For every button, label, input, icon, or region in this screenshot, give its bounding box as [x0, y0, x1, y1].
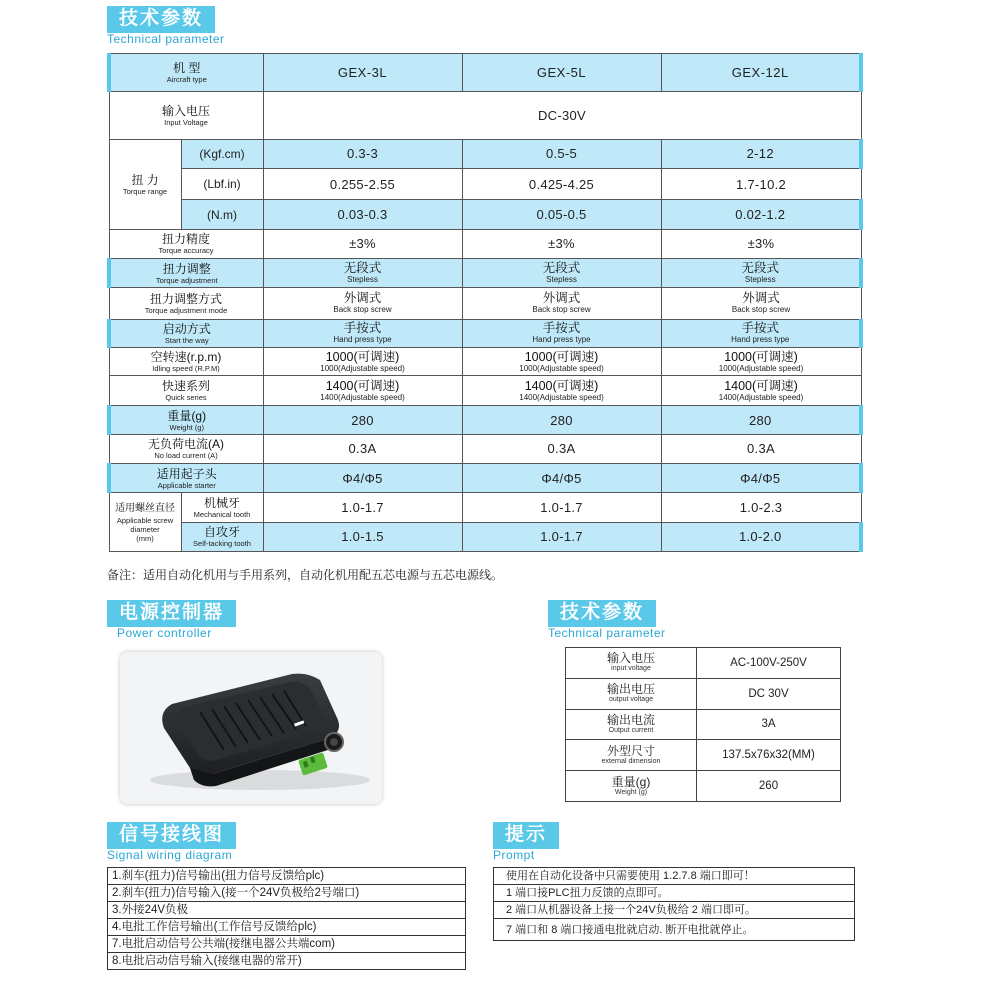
torque-kgf-gex3l: 0.3-3 [263, 139, 462, 168]
output-current-label [566, 709, 697, 740]
mech-tooth-gex5l: 1.0-1.7 [462, 493, 661, 522]
model-header-gex3l: GEX-3L [263, 54, 462, 92]
quick-series-value-en: 1400(Adjustable speed) [718, 392, 804, 402]
adjust-mode-label [109, 288, 263, 319]
torque-accuracy-gex12l: ±3% [661, 229, 861, 258]
dimension-value: 137.5x76x32(MM) [697, 740, 841, 771]
weight-value: 260 [697, 771, 841, 802]
idling-value-en: 1000(Adjustable speed) [718, 363, 804, 373]
start-way-value-cn: 手按式 [542, 321, 581, 336]
input-voltage-cn: 输入电压 [162, 104, 211, 119]
prompt-list [493, 867, 855, 941]
tech2-label-en: Weight (g) [614, 788, 648, 796]
quick-series-value-cn: 1400(可调速) [724, 378, 798, 393]
torque-accuracy-cn: 扭力精度 [162, 232, 211, 247]
tech2-label-en: Output current [608, 726, 654, 734]
torque-adjustment-value-en: Stepless [744, 275, 776, 285]
screw-diameter-label [109, 493, 181, 552]
power-title-en: Power controller [117, 626, 212, 640]
prompt-title-en: Prompt [493, 848, 535, 862]
start-way-value-en: Hand press type [333, 335, 392, 345]
weight-gex12l: 280 [661, 406, 861, 434]
table-row [109, 139, 861, 168]
power-controller-photo [120, 652, 382, 804]
quick-series-value-cn: 1400(可调速) [524, 378, 599, 393]
wiring-item-3: 3.外接24V负极 [108, 902, 466, 919]
weight-en: Weight (g) [169, 422, 204, 432]
table-row [109, 200, 861, 229]
spec-table [107, 53, 863, 552]
quick-series-value-en: 1400(Adjustable speed) [519, 392, 604, 402]
wiring-item-8: 8.电批启动信号输入(接继电器的常开) [108, 953, 466, 970]
tech2-label-cn: 外型尺寸 [606, 743, 655, 758]
input-voltage-value: DC-30V [263, 92, 861, 139]
adjust-mode-value-cn: 外调式 [742, 291, 780, 306]
tech2-title-cn: 技术参数 [548, 600, 656, 627]
table-row [109, 259, 861, 288]
wiring-item-4: 4.电批工作信号输出(工作信号反馈给plc) [108, 919, 466, 936]
mech-tooth-en: Mechanical tooth [193, 509, 251, 519]
torque-adjustment-cn: 扭力调整 [162, 261, 211, 276]
tech2-label-cn: 输入电压 [606, 651, 655, 666]
list-item [108, 919, 466, 936]
torque-adjustment-value-en: Stepless [546, 275, 577, 285]
mech-tooth-cn: 机械牙 [204, 495, 241, 510]
power-section-title [107, 600, 236, 640]
model-label-cell [109, 54, 263, 92]
torque-nm-gex12l: 0.02-1.2 [661, 200, 861, 229]
self-tooth-gex3l: 1.0-1.5 [263, 522, 462, 551]
idling-value-en: 1000(Adjustable speed) [320, 363, 405, 373]
starter-gex5l: Φ4/Φ5 [462, 464, 661, 493]
table-row [566, 709, 841, 740]
tech2-label-cn: 输出电流 [606, 712, 655, 727]
power-spec-table [565, 647, 841, 802]
screw-diameter-en3: (mm) [136, 533, 154, 543]
wiring-item-1: 1.刹车(扭力)信号输出(扭力信号反馈给plc) [108, 868, 466, 885]
starter-cn: 适用起子头 [156, 466, 217, 481]
idling-gex12l [661, 347, 861, 375]
quick-series-value-cn: 1400(可调速) [325, 378, 400, 393]
start-way-value-cn: 手按式 [343, 321, 382, 336]
list-item [494, 868, 855, 885]
wiring-section-title [107, 822, 236, 862]
table-row [109, 376, 861, 406]
wiring-item-7: 7.电批启动信号公共端(接继电器公共端com) [108, 936, 466, 953]
table-row [109, 319, 861, 347]
torque-adjustment-gex3l [263, 259, 462, 288]
list-item [494, 885, 855, 902]
power-title-cn: 电源控制器 [107, 600, 236, 627]
output-voltage-value: DC 30V [697, 678, 841, 709]
starter-gex3l: Φ4/Φ5 [263, 464, 462, 493]
tech2-label-en: external dimension [601, 757, 661, 765]
prompt-section-title [493, 822, 559, 862]
torque-unit-kgf: (Kgf.cm) [181, 139, 263, 168]
screw-diameter-en2: diameter [130, 524, 160, 534]
adjust-mode-value-cn: 外调式 [542, 291, 581, 306]
mech-tooth-gex12l: 1.0-2.3 [661, 493, 861, 522]
start-way-en: Start the way [164, 335, 209, 345]
self-tooth-en: Self-tacking tooth [193, 539, 251, 549]
output-current-value: 3A [697, 709, 841, 740]
power-controller-image [120, 652, 382, 804]
torque-adjustment-gex5l [462, 259, 661, 288]
input-voltage-label [109, 92, 263, 139]
adjust-mode-en: Torque adjustment mode [144, 305, 228, 315]
list-item [108, 902, 466, 919]
list-item [108, 868, 466, 885]
prompt-item-4: 7 端口和 8 端口接通电批就启动. 断开电批就停止。 [494, 919, 855, 941]
starter-en: Applicable starter [157, 480, 216, 490]
no-load-gex5l: 0.3A [462, 434, 661, 463]
adjust-mode-gex5l [462, 288, 661, 319]
table-row [109, 434, 861, 463]
adjust-mode-value-cn: 外调式 [343, 291, 382, 306]
self-tooth-cn: 自攻牙 [204, 525, 241, 540]
adjust-mode-value-en: Back stop screw [532, 305, 591, 315]
list-item [108, 885, 466, 902]
table-row [109, 92, 861, 139]
tech2-label-en: input voltage [611, 665, 651, 673]
model-header-gex12l: GEX-12L [661, 54, 861, 92]
adjust-mode-cn: 扭力调整方式 [150, 291, 223, 306]
model-header-gex5l: GEX-5L [462, 54, 661, 92]
input-voltage-value: AC-100V-250V [697, 648, 841, 679]
wiring-item-2: 2.刹车(扭力)信号输入(接一个24V负极给2号端口) [108, 885, 466, 902]
list-item [108, 953, 466, 970]
idling-value-en: 1000(Adjustable speed) [519, 363, 604, 373]
tech2-section-title [548, 600, 666, 640]
table-row [566, 740, 841, 771]
start-way-value-cn: 手按式 [741, 321, 780, 336]
adjust-mode-value-en: Back stop screw [731, 305, 791, 315]
weight-cn: 重量(g) [167, 408, 207, 423]
list-item [494, 902, 855, 919]
adjust-mode-gex3l [263, 288, 462, 319]
screw-diameter-en1: Applicable screw [116, 515, 174, 525]
start-way-gex12l [661, 319, 861, 347]
torque-adjustment-label [109, 259, 263, 288]
mech-tooth-gex3l: 1.0-1.7 [263, 493, 462, 522]
table-row [566, 678, 841, 709]
start-way-cn: 启动方式 [162, 321, 211, 336]
weight-label [566, 771, 697, 802]
table-row [109, 229, 861, 258]
screw-diameter-cn: 适用螺丝直径 [115, 502, 175, 514]
idling-value-cn: 1000(可调速) [325, 349, 400, 364]
quick-series-label [109, 376, 263, 406]
torque-nm-gex5l: 0.05-0.5 [462, 200, 661, 229]
spec-note: 备注：适用自动化机用与手用系列，自动化机用配五芯电源与五芯电源线。 [107, 568, 504, 582]
idling-value-cn: 1000(可调速) [524, 349, 599, 364]
table-row [109, 464, 861, 493]
quick-series-gex5l [462, 376, 661, 406]
torque-adjustment-gex12l [661, 259, 861, 288]
table-row [109, 288, 861, 319]
output-voltage-label [566, 678, 697, 709]
quick-series-en: Quick series [165, 393, 207, 403]
table-row [109, 406, 861, 434]
self-tooth-gex12l: 1.0-2.0 [661, 522, 861, 551]
table-row [109, 347, 861, 375]
spec-title-en: Technical parameter [107, 32, 225, 46]
model-label-cn: 机 型 [173, 61, 201, 76]
idling-gex5l [462, 347, 661, 375]
idling-label [109, 347, 263, 375]
adjust-mode-value-en: Back stop screw [333, 305, 392, 315]
torque-kgf-gex5l: 0.5-5 [462, 139, 661, 168]
list-item [108, 936, 466, 953]
start-way-gex3l [263, 319, 462, 347]
adjust-mode-gex12l [661, 288, 861, 319]
tech2-label-en: output voltage [609, 696, 653, 704]
prompt-item-1: 使用在自动化设备中只需要使用 1.2.7.8 端口即可！ [494, 868, 855, 885]
tech2-title-en: Technical parameter [548, 626, 666, 640]
torque-label [109, 139, 181, 229]
prompt-item-3: 2 端口从机器设备上接一个24V负极给 2 端口即可。 [494, 902, 855, 919]
torque-unit-nm: (N.m) [181, 200, 263, 229]
torque-adjustment-value-cn: 无段式 [542, 261, 581, 276]
quick-series-gex12l [661, 376, 861, 406]
self-tooth-label [181, 522, 263, 551]
start-way-value-en: Hand press type [532, 335, 591, 345]
start-way-gex5l [462, 319, 661, 347]
idling-value-cn: 1000(可调速) [724, 349, 798, 364]
wiring-list [107, 867, 466, 970]
tech2-label-cn: 重量(g) [611, 774, 651, 789]
no-load-label [109, 434, 263, 463]
table-row [109, 522, 861, 551]
torque-adjustment-value-en: Stepless [347, 275, 378, 285]
torque-accuracy-label [109, 229, 263, 258]
torque-nm-gex3l: 0.03-0.3 [263, 200, 462, 229]
idling-gex3l [263, 347, 462, 375]
no-load-cn: 无负荷电流(A) [148, 437, 224, 452]
torque-lbf-gex3l: 0.255-2.55 [263, 169, 462, 200]
idling-en: Idling speed (R.P.M) [152, 364, 220, 374]
start-way-label [109, 319, 263, 347]
spec-section-title [107, 6, 225, 46]
wiring-title-cn: 信号接线图 [107, 822, 236, 849]
dimension-label [566, 740, 697, 771]
torque-cn: 扭 力 [131, 172, 159, 187]
no-load-gex12l: 0.3A [661, 434, 861, 463]
tech2-label-cn: 输出电压 [606, 682, 655, 697]
list-item [494, 919, 855, 941]
mech-tooth-label [181, 493, 263, 522]
torque-kgf-gex12l: 2-12 [661, 139, 861, 168]
torque-adjustment-value-cn: 无段式 [741, 261, 780, 276]
quick-series-value-en: 1400(Adjustable speed) [320, 392, 405, 402]
idling-cn: 空转速(r.p.m) [150, 350, 222, 365]
quick-series-gex3l [263, 376, 462, 406]
torque-adjustment-value-cn: 无段式 [343, 261, 382, 276]
torque-accuracy-en: Torque accuracy [158, 246, 214, 256]
torque-unit-lbf: (Lbf.in) [181, 169, 263, 200]
weight-gex3l: 280 [263, 406, 462, 434]
table-row [566, 648, 841, 679]
table-row [109, 169, 861, 200]
table-row [566, 771, 841, 802]
wiring-title-en: Signal wiring diagram [107, 848, 233, 862]
table-row [109, 493, 861, 522]
start-way-value-en: Hand press type [731, 335, 790, 345]
input-voltage-en: Input Voltage [164, 118, 208, 128]
model-label-en: Aircraft type [166, 75, 207, 85]
prompt-item-2: 1 端口接PLC扭力反馈的点即可。 [494, 885, 855, 902]
self-tooth-gex5l: 1.0-1.7 [462, 522, 661, 551]
prompt-title-cn: 提示 [493, 822, 559, 849]
spec-title-cn: 技术参数 [107, 6, 215, 33]
quick-series-cn: 快速系列 [162, 379, 211, 394]
torque-lbf-gex12l: 1.7-10.2 [661, 169, 861, 200]
torque-accuracy-gex3l: ±3% [263, 229, 462, 258]
no-load-gex3l: 0.3A [263, 434, 462, 463]
torque-lbf-gex5l: 0.425-4.25 [462, 169, 661, 200]
torque-adjustment-en: Torque adjustment [155, 275, 218, 285]
weight-gex5l: 280 [462, 406, 661, 434]
starter-gex12l: Φ4/Φ5 [661, 464, 861, 493]
no-load-en: No load current (A) [154, 451, 218, 461]
weight-label [109, 406, 263, 434]
input-voltage-label [566, 648, 697, 679]
torque-accuracy-gex5l: ±3% [462, 229, 661, 258]
table-row [109, 54, 861, 92]
starter-label [109, 464, 263, 493]
torque-en: Torque range [122, 186, 168, 196]
